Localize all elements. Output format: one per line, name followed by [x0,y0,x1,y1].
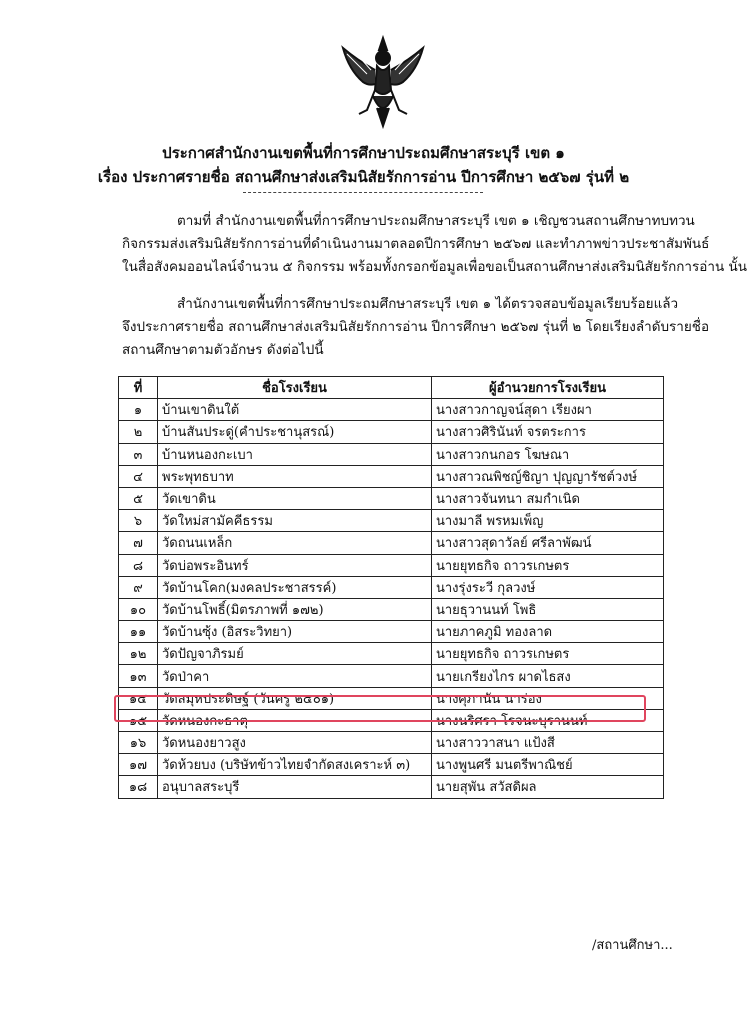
director-name: นางสาวกนกอร โฆษณา [432,443,664,465]
table-row [119,776,664,798]
row-number: ๑๖ [119,732,158,754]
table-row [119,554,664,576]
school-name: บ้านสันประดู่(คำประชานุสรณ์) [158,421,432,443]
director-name: นางสาวจันทนา สมกำเนิด [432,487,664,509]
school-name: วัดเขาดิน [158,487,432,509]
director-name: นางสาวณพิชญ์ชิญา ปุญญารัชต์วงษ์ [432,465,664,487]
row-number: ๑๘ [119,776,158,798]
table-row [119,510,664,532]
school-name: วัดบ่อพระอินทร์ [158,554,432,576]
row-number: ๖ [119,510,158,532]
director-name: นายธุวานนท์ โพธิ [432,598,664,620]
header-number: ที่ [119,377,158,399]
paragraph-line: ในสื่อสังคมออนไลน์จำนวน ๕ กิจกรรม พร้อมทั้งกรอกข้อมูลเพื่อขอเป็นสถานศึกษาส่งเสริมนิสัยรักการอ่าน นั้น [122,259,747,275]
row-number: ๘ [119,554,158,576]
director-name: นายเกรียงไกร ผาดไธสง [432,665,664,687]
table-row [119,487,664,509]
paragraph-line: จึงประกาศรายชื่อ สถานศึกษาส่งเสริมนิสัยรักการอ่าน ปีการศึกษา ๒๕๖๗ รุ่นที่ ๒ โดยเรียงลำดับรายชื่อ [122,319,710,335]
table-row [119,576,664,598]
continued-marker: /สถานศึกษา... [592,938,673,953]
school-name: บ้านเขาดินใต้ [158,399,432,421]
row-number: ๗ [119,532,158,554]
school-name: วัดปัญจาภิรมย์ [158,643,432,665]
row-number: ๑๔ [119,687,158,709]
title-divider [243,192,483,193]
director-name: นายยุทธกิจ ถาวรเกษตร [432,554,664,576]
row-number: ๙ [119,576,158,598]
director-name: นายยุทธกิจ ถาวรเกษตร [432,643,664,665]
table-row [119,732,664,754]
highlight-box [114,695,646,722]
director-name: นางนริศรา โรจนะบุรานนท์ [432,709,664,731]
director-name: นางมาลี พรหมเพ็ญ [432,510,664,532]
header-director: ผู้อำนวยการโรงเรียน [432,377,664,399]
header-school-name: ชื่อโรงเรียน [158,377,432,399]
director-name: นางสาวสุดาวัลย์ ศรีลาพัฒน์ [432,532,664,554]
director-name: นางสาวศิรินันท์ จรตระการ [432,421,664,443]
director-name: นางพูนศรี มนตรีพาณิชย์ [432,754,664,776]
row-number: ๑๒ [119,643,158,665]
table-row [119,598,664,620]
director-name: นางศุภานัน นาร่อง [432,687,664,709]
table-row [119,754,664,776]
school-name: วัดบ้านซุ้ง (อิสระวิทยา) [158,621,432,643]
director-name: นางรุ่งระวี กุลวงษ์ [432,576,664,598]
paragraph-1 [122,210,747,279]
row-number: ๑๕ [119,709,158,731]
table-row [119,643,664,665]
paragraph-line: ตามที่ สำนักงานเขตพื้นที่การศึกษาประถมศึกษาสระบุรี เขต ๑ เชิญชวนสถานศึกษาทบทวน [177,213,695,229]
row-number: ๑๓ [119,665,158,687]
school-name: วัดบ้านโคก(มงคลประชาสรรค์) [158,576,432,598]
row-number: ๑๐ [119,598,158,620]
row-number: ๑๑ [119,621,158,643]
row-number: ๔ [119,465,158,487]
row-number: ๕ [119,487,158,509]
school-name: วัดใหม่สามัคคีธรรม [158,510,432,532]
table-row [119,421,664,443]
paragraph-2 [122,293,710,362]
school-name: พระพุทธบาท [158,465,432,487]
row-number: ๒ [119,421,158,443]
school-name: วัดหนองกะธาตุ [158,709,432,731]
school-name: วัดห้วยบง (บริษัทข้าวไทยจำกัดสงเคราะห์ ๓) [158,754,432,776]
director-name: นางสาวกาญจน์สุดา เรียงผา [432,399,664,421]
row-number: ๑๗ [119,754,158,776]
school-name: วัดถนนเหล็ก [158,532,432,554]
table-row [119,621,664,643]
paragraph-line: สำนักงานเขตพื้นที่การศึกษาประถมศึกษาสระบุรี เขต ๑ ได้ตรวจสอบข้อมูลเรียบร้อยแล้ว [177,296,679,312]
school-name: วัดหนองยาวสูง [158,732,432,754]
table-row [119,532,664,554]
row-number: ๑ [119,399,158,421]
director-name: นายภาคภูมิ ทองลาด [432,621,664,643]
announcement-title: ประกาศสำนักงานเขตพื้นที่การศึกษาประถมศึกษาสระบุรี เขต ๑ [162,144,565,162]
table-header-row [119,377,664,399]
school-name: อนุบาลสระบุรี [158,776,432,798]
table-row [119,399,664,421]
announcement-subject: เรื่อง ประกาศรายชื่อ สถานศึกษาส่งเสริมนิสัยรักการอ่าน ปีการศึกษา ๒๕๖๗ รุ่นที่ ๒ [97,168,630,186]
paragraph-line: กิจกรรมส่งเสริมนิสัยรักการอ่านที่ดำเนินงานมาตลอดปีการศึกษา ๒๕๖๗ และทำภาพข่าวประชาสัมพันธ์ [122,236,710,252]
garuda-emblem-icon [333,30,433,130]
director-name: นางสาววาสนา แป้งสี [432,732,664,754]
school-name: วัดสมุหประดิษฐ์ (วันครู ๒๕๐๑) [158,687,432,709]
table-row [119,443,664,465]
table-row [119,665,664,687]
director-name: นายสุพัน สวัสดิผล [432,776,664,798]
row-number: ๓ [119,443,158,465]
school-name: วัดบ้านโพธิ์(มิตรภาพที่ ๑๗๒) [158,598,432,620]
table-row [119,465,664,487]
school-name: วัดป่าคา [158,665,432,687]
paragraph-line: สถานศึกษาตามตัวอักษร ดังต่อไปนี้ [122,342,324,358]
school-table [118,376,664,799]
school-name: บ้านหนองกะเบา [158,443,432,465]
